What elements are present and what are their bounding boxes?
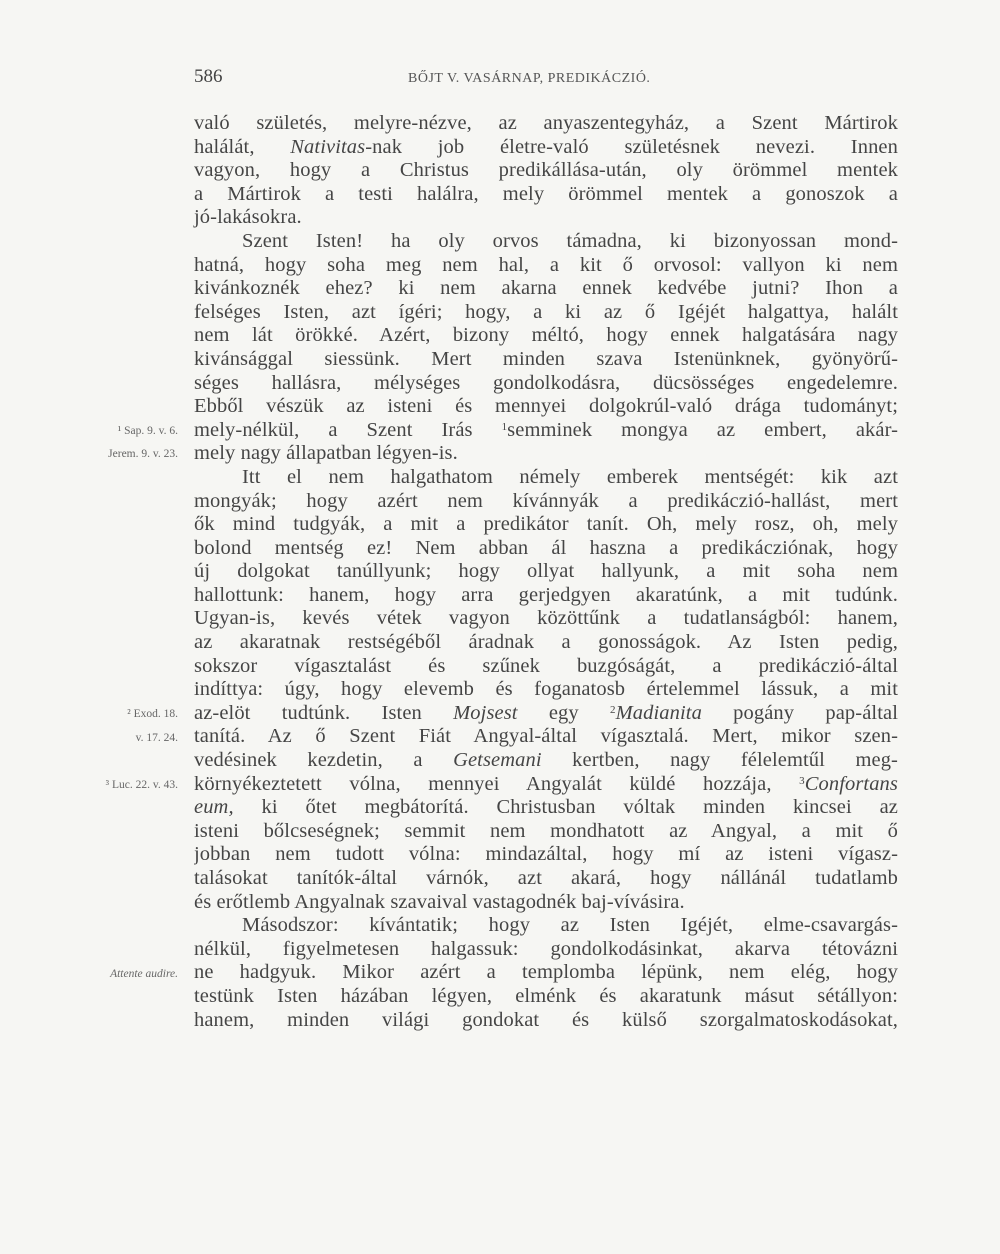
text-line bbox=[194, 773, 898, 797]
text-line bbox=[194, 891, 898, 915]
text-line bbox=[194, 820, 898, 844]
text-span: ne hadgyuk. Mikor azért a templomba lépünk, nem elég, hogy bbox=[194, 961, 898, 984]
margin-note: v. 17. 24. bbox=[135, 731, 178, 744]
text-span: hanem, minden világi gondokat és külső szorgalmatoskodásokat, bbox=[194, 1008, 898, 1031]
text-line bbox=[194, 254, 898, 278]
text-line bbox=[194, 112, 898, 136]
text-span: hallottunk: hanem, hogy arra gerjedgyen akaratúnk, a mit tudúnk. bbox=[194, 583, 898, 606]
text-span: mely nagy állapatban légyen-is. bbox=[194, 442, 458, 465]
text-line bbox=[194, 490, 898, 514]
text-line bbox=[194, 655, 898, 679]
text-line bbox=[194, 442, 898, 466]
text-span: ők mind tudgyák, a mit a predikátor tanít. Oh, mely rosz, oh, mely bbox=[194, 513, 898, 536]
text-line bbox=[194, 938, 898, 962]
text-span: mongyák; hogy azért nem kívánnyák a predikáczió-hallást, mert bbox=[194, 489, 898, 512]
text-span: való születés, melyre-nézve, az anyaszentegyház, a Szent Mártirok bbox=[194, 112, 898, 134]
margin-note: Attente audire. bbox=[110, 967, 178, 980]
text-line bbox=[194, 560, 898, 584]
text-line bbox=[194, 419, 898, 443]
text-line bbox=[194, 348, 898, 372]
text-line bbox=[194, 324, 898, 348]
text-line bbox=[194, 159, 898, 183]
text-line bbox=[194, 584, 898, 608]
page-number: 586 bbox=[194, 66, 223, 87]
text-span: semminek mongya az embert, akár- bbox=[507, 418, 898, 441]
text-span: kertben, nagy félelemtűl meg- bbox=[541, 749, 898, 772]
text-line bbox=[194, 183, 898, 207]
text-span: séges hallásra, mélységes gondolkodásra, dücsösséges engedelemre. bbox=[194, 371, 898, 394]
text-line bbox=[194, 277, 898, 301]
text-line bbox=[194, 914, 898, 938]
text-span: mely-nélkül, a Szent Irás bbox=[194, 418, 502, 441]
text-line bbox=[194, 985, 898, 1009]
text-span: egy bbox=[517, 701, 610, 724]
text-span: Másodszor: kívántatik; hogy az Isten Igéjét, elme-csavargás- bbox=[242, 914, 898, 937]
text-span: eum, bbox=[194, 796, 234, 819]
margin-note: ³ Luc. 22. v. 43. bbox=[105, 778, 178, 791]
text-span: Itt el nem halgathatom némely emberek mentségét: kik azt bbox=[242, 465, 898, 488]
text-span: isteni bőlcseségnek; semmit nem mondhatott az Angyal, a mit ő bbox=[194, 819, 898, 842]
text-line bbox=[194, 395, 898, 419]
body-text bbox=[194, 112, 898, 1032]
text-span: -nak job életre-való születésnek nevezi. Innen bbox=[365, 135, 898, 158]
text-line bbox=[194, 230, 898, 254]
text-line bbox=[194, 749, 898, 773]
text-line bbox=[194, 702, 898, 726]
text-span: kivánsággal siessünk. Mert minden szava Istenünknek, gyönyörű- bbox=[194, 347, 898, 370]
text-span: környékeztetett vólna, mennyei Angyalát küldé hozzája, bbox=[194, 772, 800, 795]
text-line bbox=[194, 631, 898, 655]
text-span: új dolgokat tanúllyunk; hogy ollyat hallyunk, a mit soha nem bbox=[194, 560, 898, 583]
text-line bbox=[194, 678, 898, 702]
text-span: Madianita bbox=[615, 701, 702, 724]
margin-note: ² Exod. 18. bbox=[127, 708, 178, 720]
text-span: tanítá. Az ő Szent Fiát Angyal-által vígasztalá. Mert, mikor szen- bbox=[194, 725, 898, 748]
text-span: vedésinek kezdetin, a bbox=[194, 749, 454, 772]
margin-note: ¹ Sap. 9. v. 6. bbox=[117, 424, 178, 437]
text-span: az akaratnak restségéből áradnak a gonosságok. Az Isten pedig, bbox=[194, 631, 898, 654]
text-line bbox=[194, 136, 898, 160]
text-span: és erőtlemb Angyalnak szavaival vastagodnék baj-vívásira. bbox=[194, 890, 685, 913]
text-span: Szent Isten! ha oly orvos támadna, ki bizonyossan mond- bbox=[242, 229, 898, 252]
text-span: pogány pap-által bbox=[701, 701, 898, 724]
footnote-marker: 2 bbox=[610, 703, 616, 716]
text-span: Ugyan-is, kevés vétek vagyon közöttűnk a tudatlanságból: hanem, bbox=[194, 607, 898, 630]
text-line bbox=[194, 796, 898, 820]
text-line bbox=[194, 372, 898, 396]
text-span: sokszor vígasztalást és szűnek buzgóságát, a predikáczió-által bbox=[194, 654, 898, 677]
text-span: indíttya: úgy, hogy elevemb és foganatosb értelemmel lássuk, a mit bbox=[194, 678, 898, 701]
text-line bbox=[194, 206, 898, 230]
footnote-marker: 1 bbox=[501, 420, 508, 433]
text-line bbox=[194, 725, 898, 749]
text-span: hatná, hogy soha meg nem hal, a kit ő orvosol: vallyon ki nem bbox=[194, 253, 898, 276]
text-line bbox=[194, 961, 898, 985]
text-span: talásokat tanítók-által várnók, azt akará, hogy nállánál tudatlamb bbox=[194, 867, 898, 889]
text-span: bolond mentség ez! Nem abban ál haszna a predikácziónak, hogy bbox=[194, 536, 898, 559]
running-head: BŐJT V. VASÁRNAP, PREDIKÁCZIÓ. bbox=[408, 71, 651, 86]
text-span: nem lát örökké. Azért, bizony méltó, hogy ennek halgatására nagy bbox=[194, 324, 898, 347]
text-line bbox=[194, 607, 898, 631]
text-span: testünk Isten házában légyen, elménk és akaratunk másut sétállyon: bbox=[194, 984, 898, 1007]
text-span: jobban nem tudott vólna: mindazáltal, hogy mí az isteni vígasz- bbox=[194, 843, 898, 866]
text-span: vagyon, hogy a Christus predikállása-után, oly örömmel mentek bbox=[194, 159, 898, 182]
text-line bbox=[194, 301, 898, 325]
margin-note: Jerem. 9. v. 23. bbox=[108, 448, 178, 461]
text-line bbox=[194, 843, 898, 867]
footnote-marker: 3 bbox=[799, 774, 805, 787]
text-span: kivánkoznék ehez? ki nem akarna ennek kedvébe jutni? Ihon a bbox=[194, 277, 898, 300]
text-span: a Mártirok a testi halálra, mely örömmel mentek a gonoszok a bbox=[194, 182, 898, 205]
text-span: halálát, bbox=[194, 135, 291, 158]
text-span: jó-lakásokra. bbox=[194, 206, 302, 229]
text-span: Mojsest bbox=[453, 701, 518, 724]
text-span: Confortans bbox=[804, 772, 898, 795]
text-span: Ebből vészük az isteni és mennyei dolgokrúl-való drága tudományt; bbox=[194, 395, 898, 418]
text-span: ki őtet megbátorítá. Christusban vóltak minden kincsei az bbox=[233, 796, 898, 819]
text-span: az-elöt tudtúnk. Isten bbox=[194, 701, 454, 724]
text-line bbox=[194, 1009, 898, 1033]
text-line bbox=[194, 513, 898, 537]
text-span: Nativitas bbox=[290, 135, 366, 158]
text-span: nélkül, figyelmetesen halgassuk: gondolkodásinkat, akarva tétovázni bbox=[194, 937, 898, 960]
text-span: Getsemani bbox=[453, 749, 542, 772]
text-line bbox=[194, 867, 898, 891]
text-line bbox=[194, 466, 898, 490]
text-span: felséges Isten, azt ígéri; hogy, a ki az ő Igéjét halgattya, halált bbox=[194, 300, 898, 323]
text-line bbox=[194, 537, 898, 561]
